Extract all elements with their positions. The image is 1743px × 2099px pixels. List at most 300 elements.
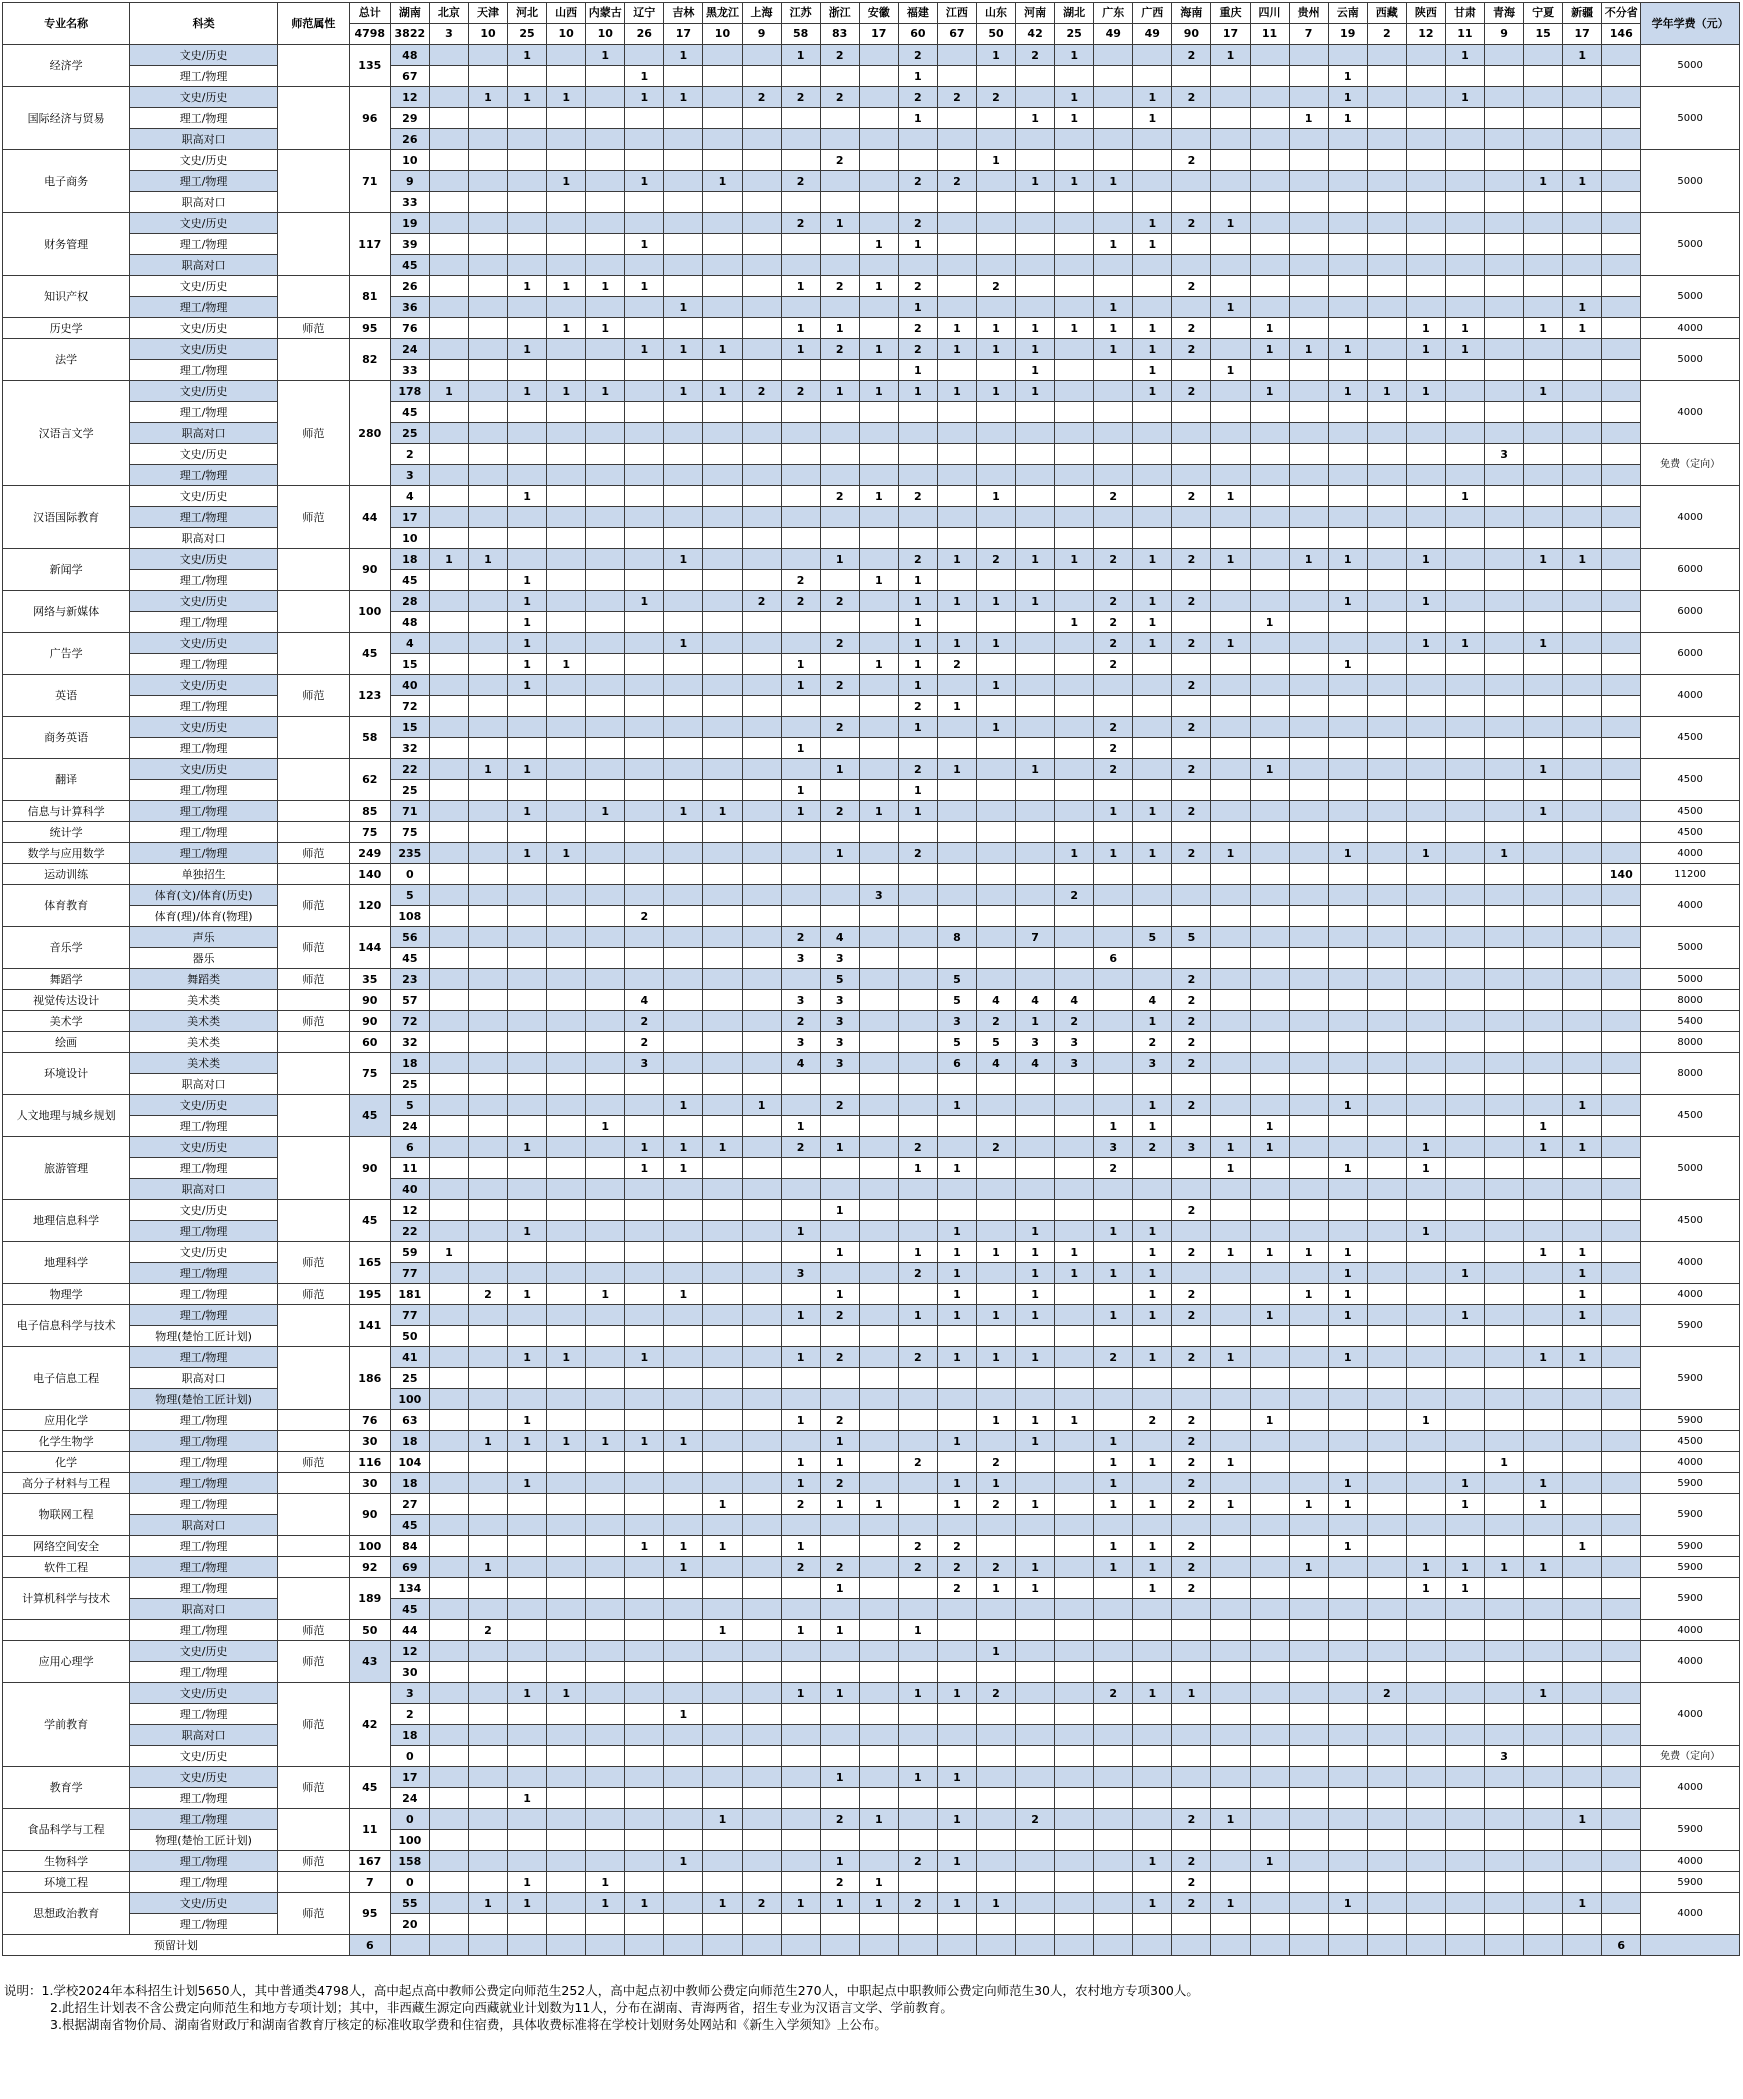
category: 理工/物理 bbox=[130, 1788, 278, 1809]
major-total: 186 bbox=[349, 1347, 390, 1410]
province-value bbox=[976, 1662, 1015, 1683]
province-value: 1 bbox=[1016, 1578, 1055, 1599]
province-value bbox=[1055, 297, 1094, 318]
province-value: 1 bbox=[781, 45, 820, 66]
normal-attr bbox=[277, 549, 349, 591]
major-name: 计算机科学与技术 bbox=[3, 1578, 130, 1620]
province-value: 1 bbox=[859, 654, 898, 675]
province-value bbox=[742, 1515, 781, 1536]
province-value: 1 bbox=[976, 675, 1015, 696]
province-value bbox=[1016, 444, 1055, 465]
province-value: 1 bbox=[664, 1704, 703, 1725]
province-value bbox=[1524, 822, 1563, 843]
province-value bbox=[429, 927, 468, 948]
province-value bbox=[1445, 1683, 1484, 1704]
province-value: 1 bbox=[781, 1116, 820, 1137]
province-value bbox=[1250, 1494, 1289, 1515]
province-value bbox=[508, 1746, 547, 1767]
province-value bbox=[625, 1095, 664, 1116]
province-value bbox=[1563, 108, 1602, 129]
fee-value: 4500 bbox=[1641, 717, 1740, 759]
province-value: 1 bbox=[937, 1221, 976, 1242]
category: 理工/物理 bbox=[130, 1557, 278, 1578]
province-value bbox=[1055, 150, 1094, 171]
province-value: 1 bbox=[1289, 1557, 1328, 1578]
province-value bbox=[1406, 255, 1445, 276]
province-value bbox=[1328, 1137, 1367, 1158]
province-value bbox=[429, 1620, 468, 1641]
province-value bbox=[781, 360, 820, 381]
province-value bbox=[1133, 66, 1172, 87]
province-value bbox=[859, 297, 898, 318]
province-value: 2 bbox=[1133, 1410, 1172, 1431]
province-value bbox=[1563, 486, 1602, 507]
province-value bbox=[1289, 1263, 1328, 1284]
major-name: 视觉传达设计 bbox=[3, 990, 130, 1011]
province-value bbox=[1055, 1284, 1094, 1305]
province-value bbox=[703, 1347, 742, 1368]
province-value bbox=[1055, 948, 1094, 969]
province-value bbox=[1172, 1515, 1211, 1536]
province-value bbox=[586, 1830, 625, 1851]
major-total: 95 bbox=[349, 1893, 390, 1935]
province-value bbox=[664, 1032, 703, 1053]
table-row bbox=[3, 192, 1740, 213]
province-value bbox=[1484, 1200, 1523, 1221]
province-value: 1 bbox=[1328, 66, 1367, 87]
province-value bbox=[976, 1095, 1015, 1116]
province-value bbox=[1289, 1305, 1328, 1326]
fee-value: 8000 bbox=[1641, 990, 1740, 1011]
major-total: 90 bbox=[349, 1137, 390, 1200]
category: 文史/历史 bbox=[130, 87, 278, 108]
province-value bbox=[1016, 1830, 1055, 1851]
province-value bbox=[1445, 1347, 1484, 1368]
province-value bbox=[1524, 1767, 1563, 1788]
province-value bbox=[1211, 108, 1250, 129]
province-value bbox=[742, 1641, 781, 1662]
province-value bbox=[703, 1746, 742, 1767]
province-value: 5 bbox=[820, 969, 859, 990]
province-value: 1 bbox=[976, 1410, 1015, 1431]
province-value bbox=[1055, 1221, 1094, 1242]
province-value bbox=[1133, 696, 1172, 717]
province-value bbox=[625, 1494, 664, 1515]
province-value: 1 bbox=[508, 675, 547, 696]
province-value bbox=[1484, 1809, 1523, 1830]
province-value: 2 bbox=[976, 1683, 1015, 1704]
province-value bbox=[898, 738, 937, 759]
province-value bbox=[781, 192, 820, 213]
province-value bbox=[1094, 45, 1133, 66]
province-value bbox=[1563, 444, 1602, 465]
province-value bbox=[859, 1788, 898, 1809]
province-value: 1 bbox=[1133, 381, 1172, 402]
province-value bbox=[859, 990, 898, 1011]
province-value: 2 bbox=[1172, 843, 1211, 864]
province-value bbox=[1445, 297, 1484, 318]
major-total: 82 bbox=[349, 339, 390, 381]
province-value bbox=[1094, 87, 1133, 108]
major-name: 运动训练 bbox=[3, 864, 130, 885]
category: 文史/历史 bbox=[130, 1137, 278, 1158]
province-value: 1 bbox=[898, 108, 937, 129]
reserve-row bbox=[3, 1935, 1740, 1956]
province-value bbox=[781, 1767, 820, 1788]
province-value bbox=[586, 360, 625, 381]
hunan-value: 4 bbox=[390, 633, 429, 654]
province-value bbox=[1172, 444, 1211, 465]
province-value bbox=[468, 654, 507, 675]
province-value bbox=[586, 885, 625, 906]
province-value bbox=[586, 1242, 625, 1263]
category: 文史/历史 bbox=[130, 759, 278, 780]
fee-value: 6000 bbox=[1641, 591, 1740, 633]
province-value bbox=[547, 1473, 586, 1494]
province-value bbox=[976, 1809, 1015, 1830]
province-value bbox=[547, 801, 586, 822]
province-value bbox=[1367, 1305, 1406, 1326]
province-value: 1 bbox=[1524, 1683, 1563, 1704]
province-value bbox=[1250, 444, 1289, 465]
major-total: 116 bbox=[349, 1452, 390, 1473]
province-value bbox=[1094, 780, 1133, 801]
province-value: 1 bbox=[1406, 339, 1445, 360]
province-value bbox=[1133, 1872, 1172, 1893]
province-value bbox=[586, 1305, 625, 1326]
province-value bbox=[1172, 1158, 1211, 1179]
category: 理工/物理 bbox=[130, 108, 278, 129]
province-value bbox=[1445, 1179, 1484, 1200]
province-value bbox=[1484, 1767, 1523, 1788]
province-value bbox=[1094, 255, 1133, 276]
province-value bbox=[1524, 1200, 1563, 1221]
province-value bbox=[429, 591, 468, 612]
province-value bbox=[1367, 1620, 1406, 1641]
province-value bbox=[1016, 1914, 1055, 1935]
province-value bbox=[1602, 1431, 1641, 1452]
province-value bbox=[1211, 129, 1250, 150]
province-value bbox=[429, 1746, 468, 1767]
province-value bbox=[1367, 1389, 1406, 1410]
province-value bbox=[1563, 1662, 1602, 1683]
province-value bbox=[1133, 759, 1172, 780]
province-value bbox=[1211, 318, 1250, 339]
province-value bbox=[1055, 1662, 1094, 1683]
header-province-total: 26 bbox=[625, 24, 664, 45]
province-value bbox=[1406, 1347, 1445, 1368]
province-value bbox=[625, 654, 664, 675]
major-name: 舞蹈学 bbox=[3, 969, 130, 990]
province-value bbox=[429, 1284, 468, 1305]
province-value bbox=[586, 171, 625, 192]
province-value bbox=[1055, 1641, 1094, 1662]
province-value bbox=[1016, 1158, 1055, 1179]
table-row bbox=[3, 1809, 1740, 1830]
province-value bbox=[1094, 1389, 1133, 1410]
province-value bbox=[1563, 885, 1602, 906]
province-value bbox=[547, 1599, 586, 1620]
normal-attr: 师范 bbox=[277, 486, 349, 549]
province-value: 1 bbox=[664, 801, 703, 822]
province-value bbox=[1211, 1746, 1250, 1767]
province-value bbox=[937, 360, 976, 381]
province-value bbox=[898, 1284, 937, 1305]
province-value bbox=[1367, 885, 1406, 906]
province-value bbox=[664, 990, 703, 1011]
province-value: 1 bbox=[1524, 1242, 1563, 1263]
province-value bbox=[1016, 1872, 1055, 1893]
province-value bbox=[1563, 1851, 1602, 1872]
province-value: 1 bbox=[1524, 1137, 1563, 1158]
province-value bbox=[1367, 1326, 1406, 1347]
province-value bbox=[1250, 990, 1289, 1011]
province-value bbox=[547, 1641, 586, 1662]
province-value bbox=[937, 738, 976, 759]
province-value: 2 bbox=[820, 45, 859, 66]
province-value bbox=[703, 486, 742, 507]
province-value: 2 bbox=[1172, 339, 1211, 360]
province-value: 1 bbox=[547, 318, 586, 339]
province-value bbox=[1445, 675, 1484, 696]
province-value bbox=[1602, 507, 1641, 528]
province-value bbox=[1094, 1641, 1133, 1662]
fee-value: 5000 bbox=[1641, 87, 1740, 150]
province-value bbox=[1367, 780, 1406, 801]
province-value bbox=[468, 1263, 507, 1284]
province-value bbox=[820, 1914, 859, 1935]
province-value bbox=[547, 1410, 586, 1431]
province-value: 1 bbox=[703, 171, 742, 192]
province-value bbox=[976, 1158, 1015, 1179]
province-value bbox=[1133, 192, 1172, 213]
province-value bbox=[1094, 1809, 1133, 1830]
province-value bbox=[586, 1620, 625, 1641]
province-value bbox=[1289, 801, 1328, 822]
province-value bbox=[1016, 1116, 1055, 1137]
province-value bbox=[1602, 318, 1641, 339]
table-row bbox=[3, 1893, 1740, 1914]
province-value bbox=[1563, 717, 1602, 738]
province-value bbox=[1289, 276, 1328, 297]
table-row bbox=[3, 1536, 1740, 1557]
province-value bbox=[1094, 822, 1133, 843]
province-value bbox=[1094, 1872, 1133, 1893]
province-value bbox=[1367, 1641, 1406, 1662]
province-value: 1 bbox=[1563, 297, 1602, 318]
province-value bbox=[586, 612, 625, 633]
province-value bbox=[976, 1599, 1015, 1620]
major-total: 167 bbox=[349, 1851, 390, 1872]
province-value bbox=[859, 1200, 898, 1221]
province-value bbox=[1133, 1809, 1172, 1830]
province-value bbox=[1289, 129, 1328, 150]
province-value bbox=[1406, 1326, 1445, 1347]
province-value bbox=[1484, 990, 1523, 1011]
province-value: 3 bbox=[1055, 1053, 1094, 1074]
fee-value-free: 免费（定向） bbox=[1641, 444, 1740, 486]
province-value bbox=[586, 1935, 625, 1956]
province-value bbox=[1172, 1788, 1211, 1809]
province-value bbox=[625, 1662, 664, 1683]
header-province: 安徽 bbox=[859, 3, 898, 24]
province-value bbox=[1563, 1788, 1602, 1809]
province-value bbox=[976, 1368, 1015, 1389]
province-value bbox=[937, 402, 976, 423]
province-value bbox=[586, 1452, 625, 1473]
province-value bbox=[468, 192, 507, 213]
table-row bbox=[3, 1767, 1740, 1788]
province-value: 2 bbox=[1172, 1494, 1211, 1515]
province-value bbox=[1406, 1053, 1445, 1074]
province-value bbox=[742, 1473, 781, 1494]
province-value: 1 bbox=[976, 1578, 1015, 1599]
province-value bbox=[1445, 1284, 1484, 1305]
province-value bbox=[859, 66, 898, 87]
province-value bbox=[1445, 1410, 1484, 1431]
province-value bbox=[859, 822, 898, 843]
province-value bbox=[937, 885, 976, 906]
province-value bbox=[976, 1704, 1015, 1725]
province-value bbox=[1289, 528, 1328, 549]
province-value bbox=[1563, 1410, 1602, 1431]
province-value: 2 bbox=[820, 1809, 859, 1830]
province-value bbox=[898, 1011, 937, 1032]
province-value bbox=[586, 108, 625, 129]
province-value bbox=[1172, 507, 1211, 528]
province-value bbox=[703, 507, 742, 528]
province-value bbox=[1484, 885, 1523, 906]
province-value bbox=[1055, 1473, 1094, 1494]
hunan-value: 84 bbox=[390, 1536, 429, 1557]
province-value bbox=[1328, 927, 1367, 948]
province-value bbox=[937, 675, 976, 696]
province-value bbox=[1016, 885, 1055, 906]
province-value bbox=[1211, 1074, 1250, 1095]
province-value bbox=[1211, 1032, 1250, 1053]
header-province: 青海 bbox=[1484, 3, 1523, 24]
major-name: 财务管理 bbox=[3, 213, 130, 276]
table-row bbox=[3, 171, 1740, 192]
province-value: 2 bbox=[781, 591, 820, 612]
province-value bbox=[1289, 759, 1328, 780]
province-value bbox=[547, 1263, 586, 1284]
province-value bbox=[937, 1389, 976, 1410]
category: 文史/历史 bbox=[130, 486, 278, 507]
hunan-value: 59 bbox=[390, 1242, 429, 1263]
province-value bbox=[937, 45, 976, 66]
province-value: 2 bbox=[820, 1347, 859, 1368]
hunan-value: 18 bbox=[390, 549, 429, 570]
province-value: 4 bbox=[976, 990, 1015, 1011]
province-value bbox=[1055, 1620, 1094, 1641]
province-value bbox=[1250, 423, 1289, 444]
province-value: 2 bbox=[898, 1536, 937, 1557]
province-value bbox=[429, 822, 468, 843]
province-value bbox=[1524, 1578, 1563, 1599]
province-value bbox=[1602, 801, 1641, 822]
major-name: 软件工程 bbox=[3, 1557, 130, 1578]
province-value bbox=[1211, 1431, 1250, 1452]
hunan-value: 17 bbox=[390, 507, 429, 528]
province-value: 1 bbox=[547, 1431, 586, 1452]
province-value bbox=[468, 1116, 507, 1137]
province-value bbox=[1445, 1095, 1484, 1116]
province-value: 2 bbox=[898, 45, 937, 66]
header-province-total: 67 bbox=[937, 24, 976, 45]
province-value bbox=[1016, 570, 1055, 591]
province-value bbox=[976, 1389, 1015, 1410]
province-value bbox=[664, 1662, 703, 1683]
province-value bbox=[1484, 1074, 1523, 1095]
province-value bbox=[742, 465, 781, 486]
province-value bbox=[1172, 906, 1211, 927]
province-value bbox=[429, 507, 468, 528]
province-value bbox=[1211, 1410, 1250, 1431]
province-value: 1 bbox=[664, 1095, 703, 1116]
province-value bbox=[1055, 402, 1094, 423]
province-value bbox=[1484, 633, 1523, 654]
province-value bbox=[664, 948, 703, 969]
province-value bbox=[781, 1431, 820, 1452]
province-value bbox=[1602, 45, 1641, 66]
province-value: 1 bbox=[1016, 1494, 1055, 1515]
province-value bbox=[1445, 381, 1484, 402]
province-value: 1 bbox=[1133, 1536, 1172, 1557]
province-value bbox=[1524, 1074, 1563, 1095]
major-name: 汉语言文学 bbox=[3, 381, 130, 486]
province-value bbox=[1524, 1620, 1563, 1641]
hunan-value: 12 bbox=[390, 87, 429, 108]
province-value bbox=[1406, 1872, 1445, 1893]
province-value bbox=[1367, 1746, 1406, 1767]
province-value bbox=[1484, 1830, 1523, 1851]
province-value bbox=[1055, 675, 1094, 696]
province-value bbox=[1055, 339, 1094, 360]
province-value bbox=[429, 885, 468, 906]
province-value bbox=[1563, 1158, 1602, 1179]
province-value bbox=[859, 864, 898, 885]
province-value bbox=[1484, 948, 1523, 969]
province-value bbox=[1563, 1032, 1602, 1053]
province-value bbox=[898, 1473, 937, 1494]
province-value bbox=[1563, 633, 1602, 654]
province-value bbox=[898, 1515, 937, 1536]
province-value bbox=[1055, 1578, 1094, 1599]
province-value bbox=[1250, 360, 1289, 381]
province-value: 2 bbox=[820, 1872, 859, 1893]
province-value bbox=[1016, 675, 1055, 696]
province-value bbox=[1445, 1809, 1484, 1830]
table-row bbox=[3, 1011, 1740, 1032]
province-value bbox=[703, 465, 742, 486]
province-value bbox=[625, 1809, 664, 1830]
category: 理工/物理 bbox=[130, 1809, 278, 1830]
province-value bbox=[1445, 192, 1484, 213]
province-value bbox=[1602, 108, 1641, 129]
table-row bbox=[3, 1074, 1740, 1095]
province-value bbox=[586, 1326, 625, 1347]
province-value bbox=[1250, 87, 1289, 108]
province-value bbox=[1602, 591, 1641, 612]
province-value bbox=[1563, 822, 1602, 843]
province-value bbox=[1367, 234, 1406, 255]
province-value bbox=[468, 1578, 507, 1599]
province-value bbox=[1602, 1809, 1641, 1830]
province-value bbox=[1172, 66, 1211, 87]
province-value bbox=[1250, 528, 1289, 549]
province-value bbox=[1094, 927, 1133, 948]
